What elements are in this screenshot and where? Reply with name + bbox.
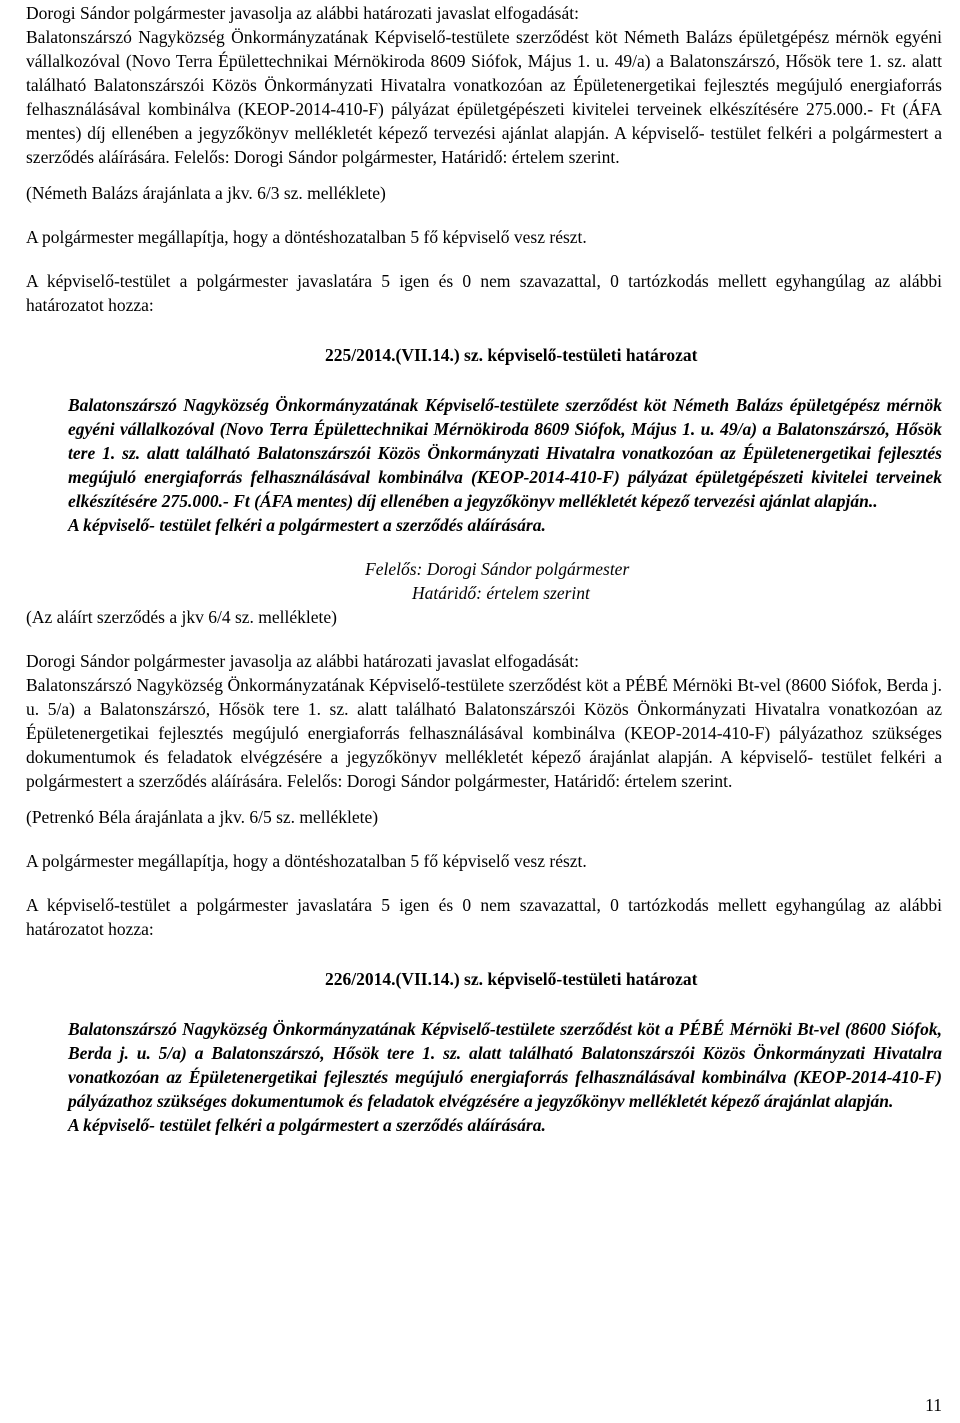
page-number: 11 [925,1395,942,1415]
deadline-1: Határidő: értelem szerint [412,583,590,603]
proposal-intro-1: Dorogi Sándor polgármester javasolja az alábbi határozati javaslat elfogadását: [26,3,579,23]
proposal-text-1: Balatonszárszó Nagyközség Önkormányzatának Képviselő-testülete szerződést köt Németh Balázs épületgépész mérnök egyéni vállalkozóval (Novo Terra Épülettechnikai Mérnökiroda 8609 Siófok, Május 1. u. 49/a) a Balatonszárszó, Hősök tere 1. sz. alatt található Balatonszárszói Közös Önkormányzati Hivatalra vonatkozóan az Épületenergetikai fejlesztés megújuló energiaforrás felhasználásával kombinálva (KEOP-2014-410-F) pályázat épületgépészeti kivitelei terveinek elkészítésére 275.000.- Ft (ÁFA mentes) díj ellenében a jegyzőkönyv mellékletét képező tervezési ajánlat alapján. A képviselő- testület felkéri a polgármestert a szerződés aláírására. Felelős: Dorogi Sándor polgármester, Határidő: értelem szerint. [26,27,942,167]
document-page [26,1,942,1137]
resolution-number-2: 226/2014.(VII.14.) sz. képviselő-testületi határozat [325,969,698,989]
vote-statement-2: A képviselő-testület a polgármester javaslatára 5 igen és 0 nem szavazattal, 0 tartózkodás mellett egyhangúlag az alábbi határozatot hozza: [26,895,942,939]
resolution-request-2: A képviselő- testület felkéri a polgármestert a szerződés aláírására. [68,1115,546,1135]
proposal-intro-2: Dorogi Sándor polgármester javasolja az alábbi határozati javaslat elfogadását: [26,651,579,671]
resolution-request-1: A képviselő- testület felkéri a polgármestert a szerződés aláírására. [68,515,546,535]
resolution-text-2: Balatonszárszó Nagyközség Önkormányzatának Képviselő-testülete szerződést köt a PÉBÉ Mérnöki Bt-vel (8600 Siófok, Berda j. u. 5/a) a Balatonszárszó, Hősök tere 1. sz. alatt található Balatonszárszói Közös Önkormányzati Hivatalra vonatkozóan az Épületenergetikai fejlesztés megújuló energiaforrás felhasználásával kombinálva (KEOP-2014-410-F) pályázathoz szükséges dokumentumok és feladatok elvégzésére a jegyzőkönyv mellékletét képező árajánlat alapján. [68,1019,942,1111]
attachment-note-2: (Petrenkó Béla árajánlata a jkv. 6/5 sz. melléklete) [26,807,379,827]
resolution-number-1: 225/2014.(VII.14.) sz. képviselő-testületi határozat [325,345,698,365]
quorum-statement-1: A polgármester megállapítja, hogy a döntéshozatalban 5 fő képviselő vesz részt. [26,227,587,247]
vote-statement-1: A képviselő-testület a polgármester javaslatára 5 igen és 0 nem szavazattal, 0 tartózkodás mellett egyhangúlag az alábbi határozatot hozza: [26,271,942,315]
signed-contract-note: (Az aláírt szerződés a jkv 6/4 sz. melléklete) [26,607,337,627]
responsible-1: Felelős: Dorogi Sándor polgármester [365,559,630,579]
quorum-statement-2: A polgármester megállapítja, hogy a döntéshozatalban 5 fő képviselő vesz részt. [26,851,587,871]
resolution-text-1: Balatonszárszó Nagyközség Önkormányzatának Képviselő-testülete szerződést köt Németh Balázs épületgépész mérnök egyéni vállalkozóval (Novo Terra Épülettechnikai Mérnökiroda 8609 Siófok, Május 1. u. 49/a) a Balatonszárszó, Hősök tere 1. sz. alatt található Balatonszárszói Közös Önkormányzati Hivatalra vonatkozóan az Épületenergetikai fejlesztés megújuló energiaforrás felhasználásával kombinálva (KEOP-2014-410-F) pályázat épületgépészeti kivitelei terveinek elkészítésére 275.000.- Ft (ÁFA mentes) díj ellenében a jegyzőkönyv mellékletét képező tervezési ajánlat alapján.. [68,395,942,511]
attachment-note-1: (Németh Balázs árajánlata a jkv. 6/3 sz. melléklete) [26,183,386,203]
proposal-text-2: Balatonszárszó Nagyközség Önkormányzatának Képviselő-testülete szerződést köt a PÉBÉ Mérnöki Bt-vel (8600 Siófok, Berda j. u. 5/a) a Balatonszárszó, Hősök tere 1. sz. alatt található Balatonszárszói Közös Önkormányzati Hivatalra vonatkozóan az Épületenergetikai fejlesztés megújuló energiaforrás felhasználásával kombinálva (KEOP-2014-410-F) pályázathoz szükséges dokumentumok és feladatok elvégzésére a jegyzőkönyv mellékletét képező árajánlat alapján. A képviselő- testület felkéri a polgármestert a szerződés aláírására. Felelős: Dorogi Sándor polgármester, Határidő: értelem szerint. [26,675,942,791]
